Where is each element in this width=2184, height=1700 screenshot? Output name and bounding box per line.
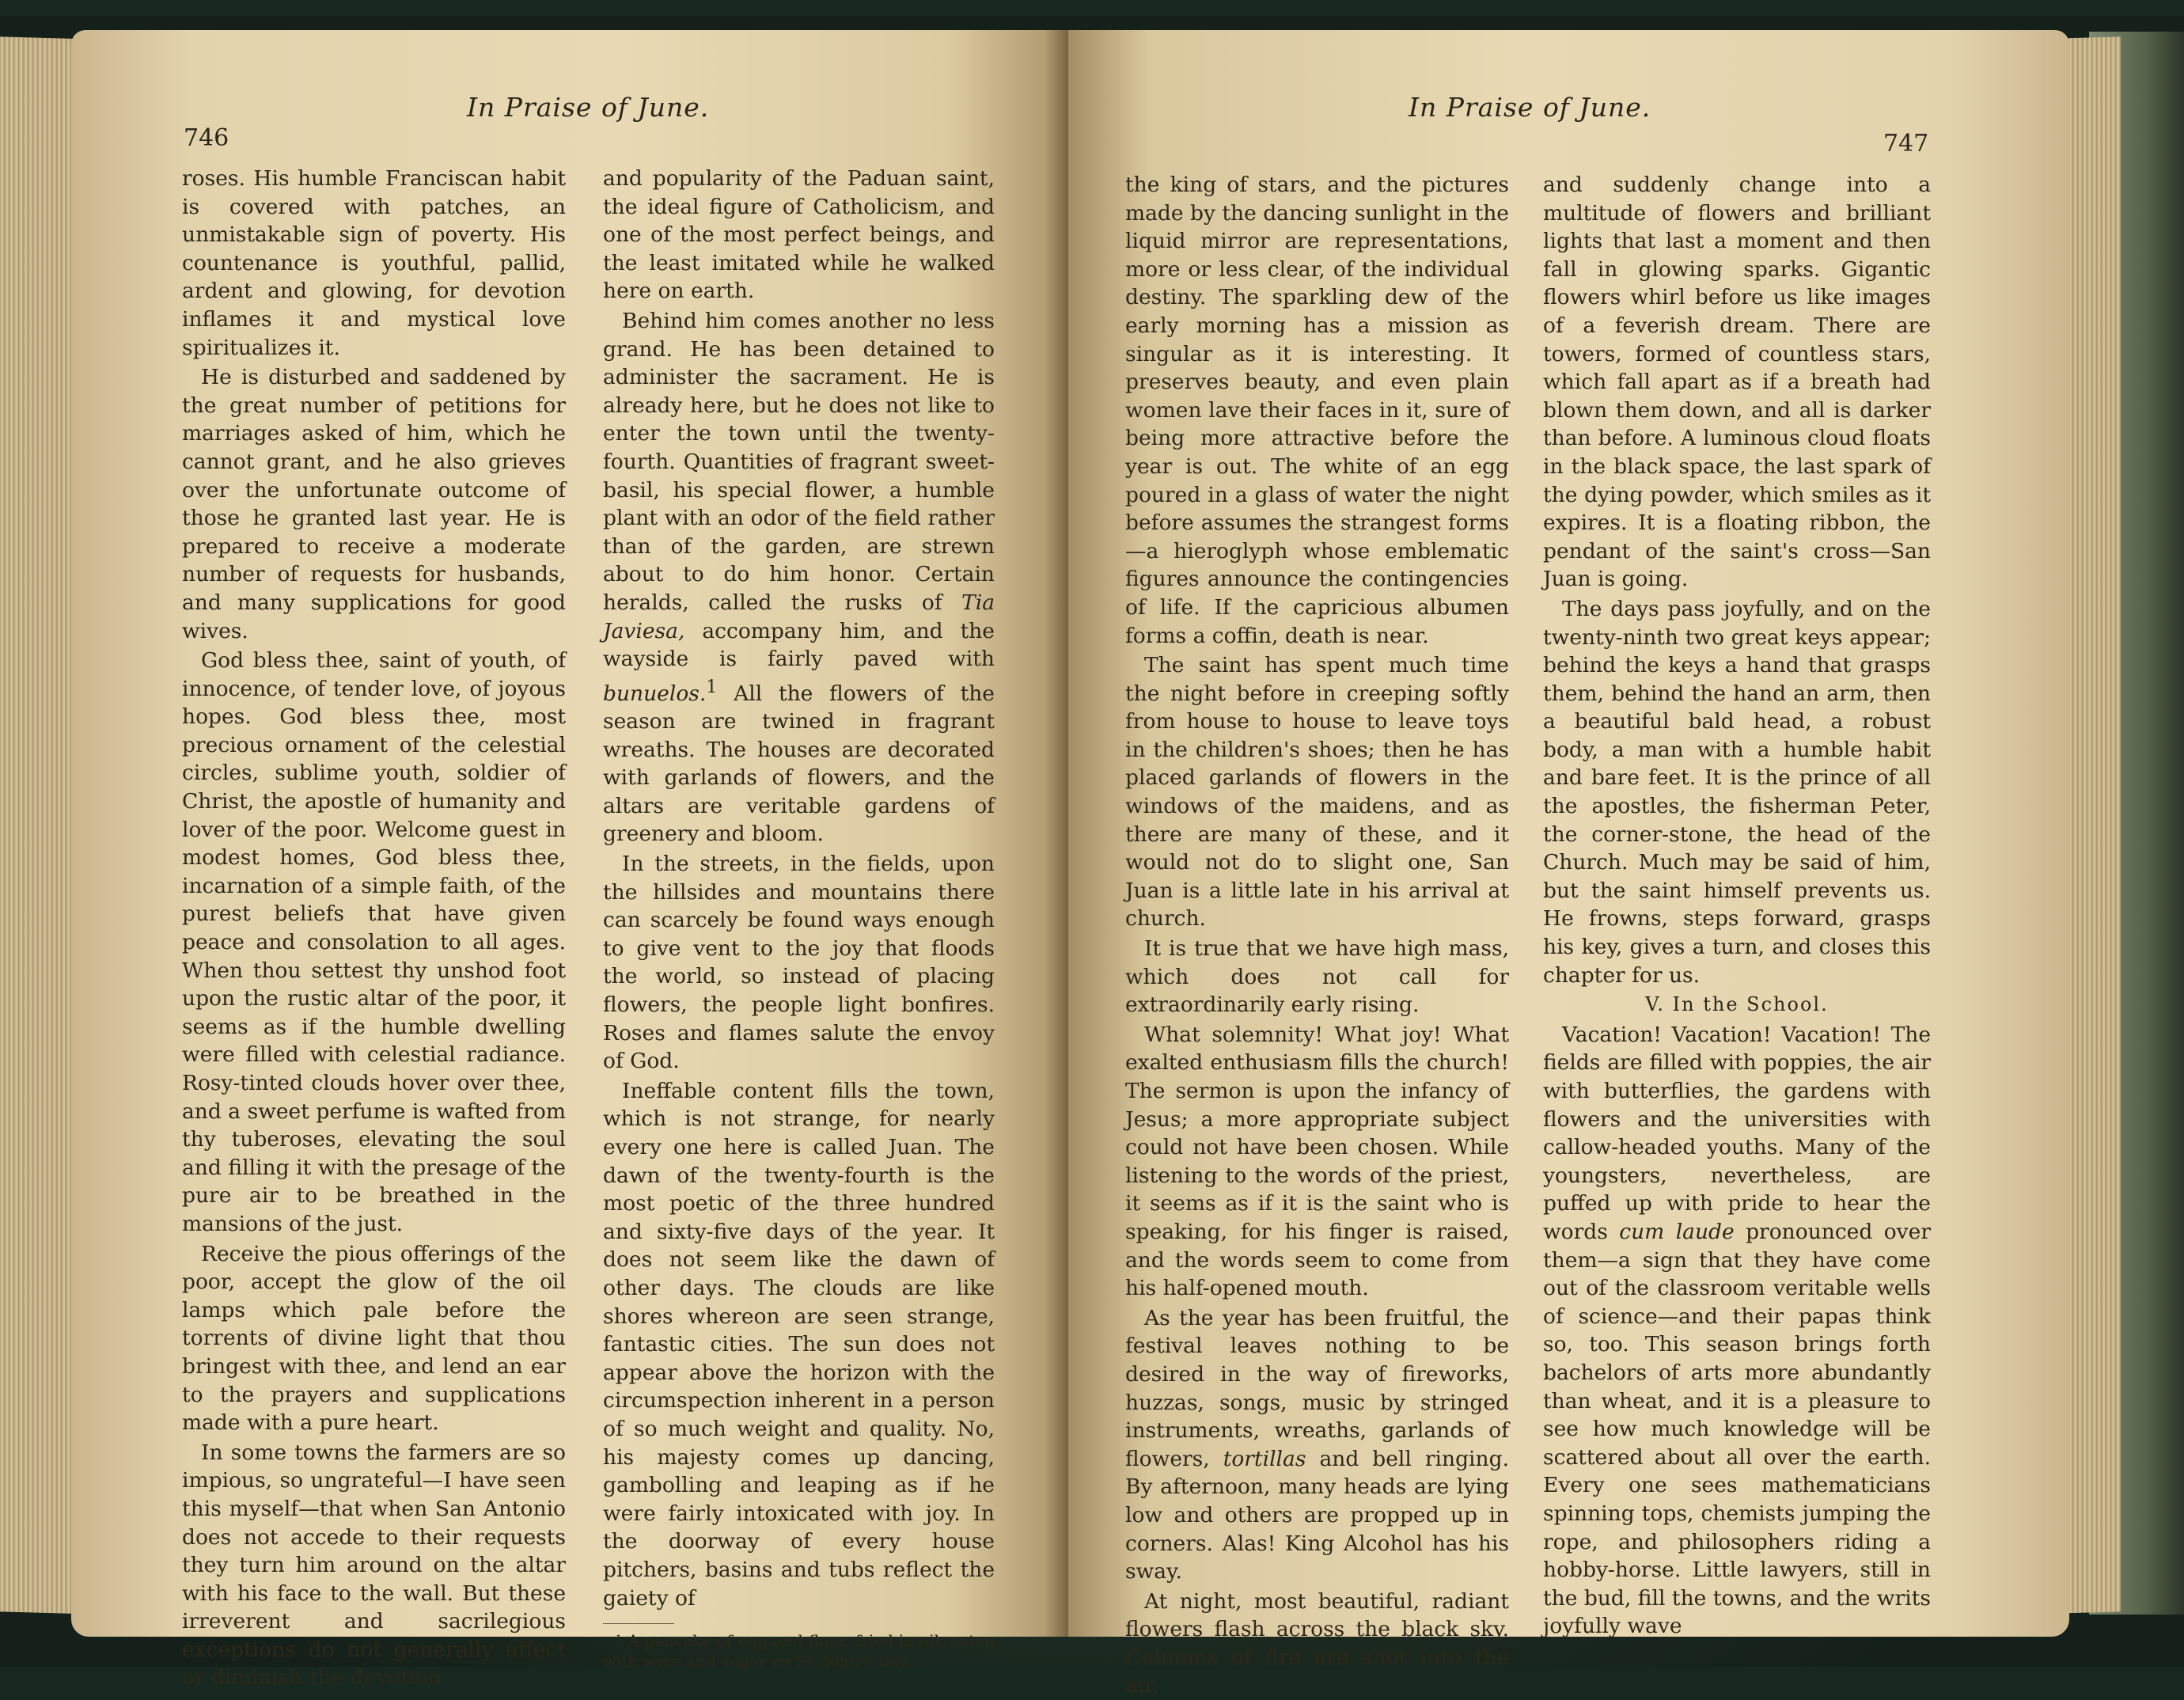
- right-page: [1068, 30, 2069, 1698]
- paragraph: He is disturbed and saddened by the great number of petitions for marriages asked of him, which he cannot grant, and he also grieves over the unfortunate outcome of those he granted last year. He is prepared to receive a moderate number of requests for husbands, and many supplications for good wives.: [182, 365, 566, 643]
- paragraph: and suddenly change into a multitude of flowers and brilliant lights that last a moment and then fall in glowing sparks. Gigantic flowers whirl before us like images of a feverish dream. There are towers, formed of countless stars, which fall apart as if a breath had blown them down, and all is darker than before. A luminous cloud floats in the black space, the last spark of the dying powder, which smiles as it expires. It is a floating ribbon, the pendant of the saint's cross—San Juan is going.: [1543, 173, 1931, 592]
- section-heading: V. In the School.: [1645, 993, 1829, 1016]
- paragraph: Vacation! Vacation! Vacation! The fields are filled with poppies, the air with butterflies, the gardens with flowers and the universities with callow-headed youths. Many of the youngsters, nevertheless, are puffed up with pride to hear the words cum laude pronounced over them—a sign that they have come out of the classroom veritable wells of science—and their papas think so, too. This season brings forth bachelors of arts more abundantly than wheat, and it is a pleasure to see how much knowledge will be scattered about all over the earth. Every one sees mathematicians spinning tops, chemists jumping the rope, and philosophers riding a hobby-horse. Little lawyers, still in the bud, fill the towns, and the writs joyfully wave: [1543, 1022, 1931, 1639]
- paragraph: God bless thee, saint of youth, of innocence, of tender love, of joyous hopes. God bless thee, most precious ornament of the celestial circles, sublime youth, soldier of Christ, the apostle of humanity and lover of the poor. Welcome guest in modest homes, God bless thee, incarnation of a simple faith, of the purest beliefs that have given peace and consolation to all ages. When thou settest thy unshod foot upon the rustic altar of the poor, it seems as if the humble dwelling were filled with celestial radiance. Rosy-tinted clouds hover over thee, and a sweet perfume is wafted from thy tuberoses, elevating the soul and filling it with the presage of the pure air to be breathed in the mansions of the just.: [182, 648, 566, 1236]
- paragraph: The days pass joyfully, and on the twenty-ninth two great keys appear; behind the keys a hand that grasps them, behind the hand an arm, then a beautiful bald head, a robust body, a man with a humble habit and bare feet. It is the prince of all the apostles, the fisherman Peter, the corner-stone, the head of the Church. Much may be said of him, but the saint himself prevents us. He frowns, steps forward, grasps his key, gives a turn, and closes this chapter for us.: [1543, 596, 1931, 988]
- paragraph: and popularity of the Paduan saint, the ideal figure of Catholicism, and one of the most perfect beings, and the least imitated while he walked here on earth.: [603, 166, 995, 304]
- paragraph: Receive the pious offerings of the poor, accept the glow of the oil lamps which pale before the torrents of divine light that thou bringest with thee, and lend an ear to the prayers and supplications made with a pure heart.: [182, 1241, 566, 1436]
- left-page-column-2: [603, 165, 995, 1672]
- left-page: [71, 30, 1068, 1691]
- right-page-column-2: [1543, 171, 1931, 1641]
- paragraph: Behind him comes another no less grand. He has been detained to administer the sacrament. He is already here, but he does not like to enter the town until the twenty-fourth. Quantities of fragrant sweet-basil, his special flower, a humble plant with an odor of the field rather than of the garden, are strewn about to do him honor. Certain heralds, called the rusks of Tia Javiesa, accompany him, and the wayside is fairly paved with bunuelos.$^1$ All the flowers of the season are twined in fragrant wreaths. The houses are decorated with garlands of flowers, and the altars are veritable gardens of greenery and bloom.: [603, 308, 995, 847]
- paragraph: It is true that we have high mass, which does not call for extraordinarily early rising.: [1125, 936, 1509, 1018]
- paragraph: In the streets, in the fields, upon the hillsides and mountains there can scarcely be found ways enough to give vent to the joy that floods the world, so instead of placing flowers, the people light bonfires. Roses and flames salute the envoy of God.: [603, 852, 995, 1074]
- paragraph: Ineffable content fills the town, which is not strange, for nearly every one here is called Juan. The dawn of the twenty-fourth is the most poetic of the three hundred and sixty-five days of the year. It does not seem like the dawn of other days. The clouds are like shores whereon are seen strange, fantastic cities. The sun does not appear above the horizon with the circumspection inherent in a person of so much weight and quality. No, his majesty comes up dancing, gambolling and leaping as if he were fairly intoxicated with joy. In the doorway of every house pitchers, basins and tubs reflect the gaiety of: [603, 1078, 995, 1611]
- paragraph: In some towns the farmers are so impious, so ungrateful—I have seen this myself—that when San Antonio does not accede to their requests they turn him around on the altar with his face to the wall. But these irreverent and sacrilegious exceptions do not generally affect or diminish the devotion: [182, 1440, 566, 1691]
- paragraph: At night, most beautiful, radiant flowers flash across the black sky. Columns of fire are shot into the air,: [1125, 1588, 1509, 1698]
- italic-term: cum laude: [1619, 1219, 1735, 1244]
- paragraph: As the year has been fruitful, the festival leaves nothing to be desired in the way of fireworks, huzzas, songs, music by stringed instruments, wreaths, garlands of flowers, tortillas and bell ringing. By afternoon, many heads are lying low and others are propped up in corners. Alas! King Alcohol has his sway.: [1125, 1305, 1509, 1584]
- italic-term: bunuelos.: [603, 681, 707, 706]
- paragraph: The saint has spent much time the night before in creeping softly from house to house to leave toys in the children's shoes; then he has placed garlands of flowers in the windows of the maidens, and as there are many of these, and it would not do to slight one, San Juan is a little late in his arrival at church.: [1125, 653, 1509, 932]
- right-running-header: In Praise of June.: [1409, 92, 1651, 123]
- paragraph: What solemnity! What joy! What exalted enthusiasm fills the church! The sermon is upon the infancy of Jesus; a more appropriate subject could not have been chosen. While listening to the words of the priest, it seems as if it is the saint who is speaking, for his finger is raised, and the words seem to come from his half-opened mouth.: [1125, 1022, 1509, 1301]
- footnote-divider: [603, 1623, 674, 1624]
- paragraph: the king of stars, and the pictures made by the dancing sunlight in the liquid mirror are representations, more or less clear, of the individual destiny. The sparkling dew of the early morning has a mission as singular as it is interesting. It preserves beauty, and even plain women lave their faces in it, sure of being more attractive before the year is out. The white of an egg poured in a glass of water the night before assumes the strangest forms—a hieroglyph whose emblematic figures announce the contingencies of life. If the capricious albumen forms a coffin, death is near.: [1125, 173, 1509, 648]
- right-page-column-1: [1125, 171, 1509, 1700]
- left-page-number: 746: [184, 124, 229, 152]
- left-page-column-1: [182, 165, 566, 1692]
- paragraph: roses. His humble Franciscan habit is covered with patches, an unmistakable sign of poverty. His countenance is youthful, pallid, ardent and glowing, for devotion inflames it and mystical love spiritualizes it.: [182, 166, 566, 360]
- italic-term: Tia Javiesa,: [603, 590, 995, 643]
- footnote-mark: 1: [706, 677, 718, 697]
- italic-term: tortillas: [1223, 1446, 1306, 1471]
- right-page-number: 747: [1883, 130, 1929, 157]
- footnote: ¹ A pancake of egg and flour, fried in oil, eaten with wine and sugar on St. John's Day.: [603, 1631, 995, 1672]
- left-running-header: In Praise of June.: [467, 92, 710, 123]
